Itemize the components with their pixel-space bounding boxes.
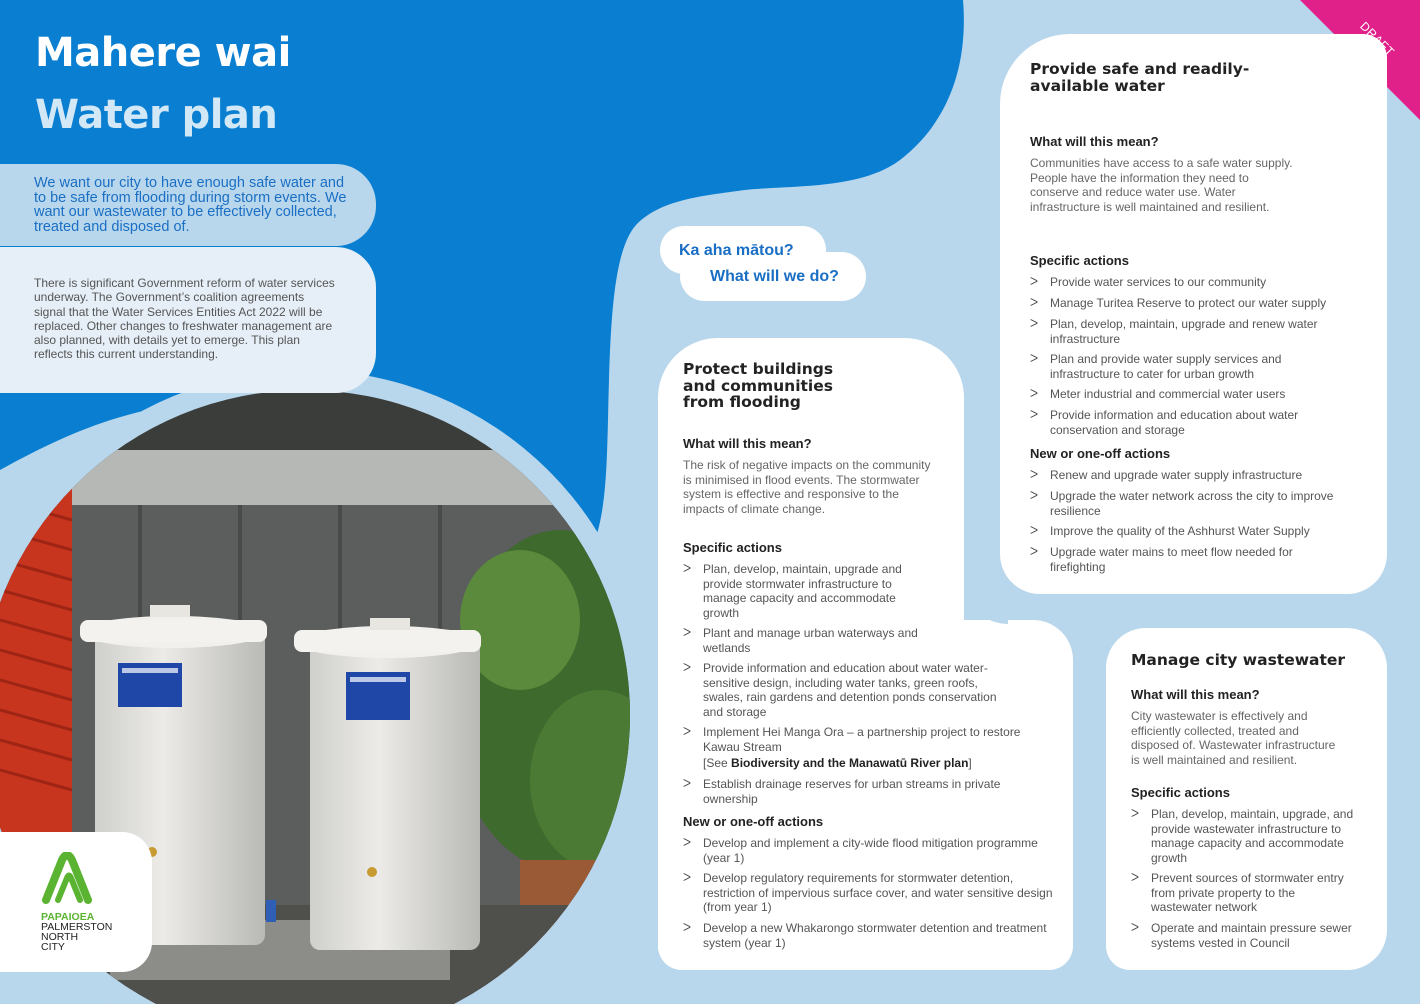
flooding-specific-label: Specific actions (683, 540, 782, 555)
flooding-action-1: ᐳ Plan, develop, maintain, upgrade and provide stormwater infrastructure to manage capacity and accommodate growth (683, 562, 902, 620)
chevron-right-icon: ᐳ (683, 662, 692, 674)
chevron-right-icon: ᐳ (683, 922, 692, 934)
chevron-right-icon: ᐳ (683, 627, 692, 639)
logo-line-3: NORTH (41, 931, 79, 943)
intro-lead-box (0, 164, 376, 246)
intro-lead-text: We want our city to have enough safe water and to be safe from flooding during storm events. We want our wastewater to be effectively collected, treated and disposed of. (34, 175, 347, 235)
flooding-card-joint (920, 580, 964, 624)
water-title: Provide safe and readily-available water (1030, 60, 1250, 95)
water-action-6: ᐳ Provide information and education about water conservation and storage (1030, 408, 1299, 437)
question-maori: Ka aha mātou? (679, 242, 794, 259)
wastewater-action-2: ᐳ Prevent sources of stormwater entry from private property to the wastewater network (1131, 871, 1344, 914)
chevron-right-icon: ᐳ (1030, 525, 1039, 537)
flooding-new-2: ᐳ Develop regulatory requirements for stormwater detention, restriction of impervious surface cover, and water sensitive design (from year 1) (683, 871, 1053, 914)
chevron-right-icon: ᐳ (1030, 490, 1039, 502)
water-action-5: ᐳ Meter industrial and commercial water users (1030, 387, 1286, 401)
flooding-new-1: ᐳ Develop and implement a city-wide flood mitigation programme (year 1) (683, 836, 1038, 865)
flooding-action-3: ᐳ Provide information and education about water water-sensitive design, including water tanks, green roofs, swales, rain gardens and detention ponds conservation and storage (683, 661, 997, 719)
wastewater-action-1: ᐳ Plan, develop, maintain, upgrade, and provide wastewater infrastructure to manage capacity and accommodate growth (1131, 807, 1354, 865)
chevron-right-icon: ᐳ (1030, 297, 1039, 309)
intro-note-box (0, 247, 376, 393)
see-also-link[interactable]: Biodiversity and the Manawatū River plan (731, 756, 969, 770)
chevron-right-icon: ᐳ (1030, 353, 1039, 365)
water-new-1: ᐳ Renew and upgrade water supply infrastructure (1030, 468, 1303, 482)
wastewater-title: Manage city wastewater (1131, 651, 1346, 669)
water-action-4: ᐳ Plan and provide water supply services and infrastructure to cater for urban growth (1030, 352, 1282, 381)
wastewater-action-3: ᐳ Operate and maintain pressure sewer systems vested in Council (1131, 921, 1352, 950)
wastewater-meaning-text: City wastewater is effectively and efficiently collected, treated and disposed of. Wastewater infrastructure is well maintained and resilient. (1131, 709, 1336, 767)
chevron-right-icon: ᐳ (1030, 469, 1039, 481)
water-action-1: ᐳ Provide water services to our community (1030, 275, 1267, 289)
water-specific-label: Specific actions (1030, 253, 1129, 268)
water-new-4: ᐳ Upgrade water mains to meet flow needed for firefighting (1030, 545, 1293, 574)
water-action-3: ᐳ Plan, develop, maintain, upgrade and renew water infrastructure (1030, 317, 1318, 346)
chevron-right-icon: ᐳ (1030, 318, 1039, 330)
logo-line-4: CITY (41, 941, 65, 953)
logo-line-2: PALMERSTON (41, 921, 113, 933)
water-new-2: ᐳ Upgrade the water network across the city to improve resilience (1030, 489, 1334, 518)
logo-mark-icon (40, 852, 104, 906)
flooding-new-3: ᐳ Develop a new Whakarongo stormwater detention and treatment system (year 1) (683, 921, 1047, 950)
chevron-right-icon: ᐳ (1131, 808, 1140, 820)
flooding-action-2: ᐳ Plant and manage urban waterways and wetlands (683, 626, 918, 655)
chevron-right-icon: ᐳ (1030, 388, 1039, 400)
chevron-right-icon: ᐳ (1131, 922, 1140, 934)
flooding-new-label: New or one-off actions (683, 814, 824, 829)
flooding-action-4: ᐳ Implement Hei Manga Ora – a partnership project to restore Kawau Stream (683, 725, 1021, 754)
flooding-meaning-text: The risk of negative impacts on the community is minimised in flood events. The stormwater system is effective and responsive to the impacts of climate change. (683, 458, 931, 516)
water-new-label: New or one-off actions (1030, 446, 1171, 461)
water-meaning-text: Communities have access to a safe water supply. People have the information they need to conserve and reduce water use. Water infrastructure is well maintained and resilient. (1030, 156, 1293, 214)
chevron-right-icon: ᐳ (1131, 872, 1140, 884)
chevron-right-icon: ᐳ (1030, 409, 1039, 421)
chevron-right-icon: ᐳ (683, 726, 692, 738)
flooding-action-5: ᐳ Establish drainage reserves for urban streams in private ownership (683, 777, 1001, 806)
wastewater-specific-label: Specific actions (1131, 785, 1230, 800)
flooding-meaning-label: What will this mean? (683, 436, 812, 451)
water-action-2: ᐳ Manage Turitea Reserve to protect our water supply (1030, 296, 1327, 310)
wastewater-meaning-label: What will this mean? (1131, 687, 1260, 702)
page-title-english: Water plan (35, 92, 278, 138)
chevron-right-icon: ᐳ (1030, 276, 1039, 288)
water-meaning-label: What will this mean? (1030, 134, 1159, 149)
flooding-title: Protect buildings and communities from flooding (683, 360, 834, 411)
chevron-right-icon: ᐳ (683, 563, 692, 575)
chevron-right-icon: ᐳ (683, 872, 692, 884)
chevron-right-icon: ᐳ (683, 837, 692, 849)
council-logo (0, 832, 152, 972)
chevron-right-icon: ᐳ (1030, 546, 1039, 558)
flooding-see-also: [See Biodiversity and the Manawatū River plan] (703, 756, 972, 770)
page-title-maori: Mahere wai (35, 30, 291, 76)
question-english: What will we do? (710, 268, 839, 285)
chevron-right-icon: ᐳ (683, 778, 692, 790)
logo-line-1: PAPAIOEA (41, 911, 95, 923)
water-new-3: ᐳ Improve the quality of the Ashhurst Water Supply (1030, 524, 1310, 538)
intro-note-text: There is significant Government reform of water services underway. The Government’s coalition agreements signal that the Water Services Entities Act 2022 will be replaced. Other changes to freshwater management are also planned, with details yet to emerge. This plan reflects this current understanding. (34, 276, 335, 362)
